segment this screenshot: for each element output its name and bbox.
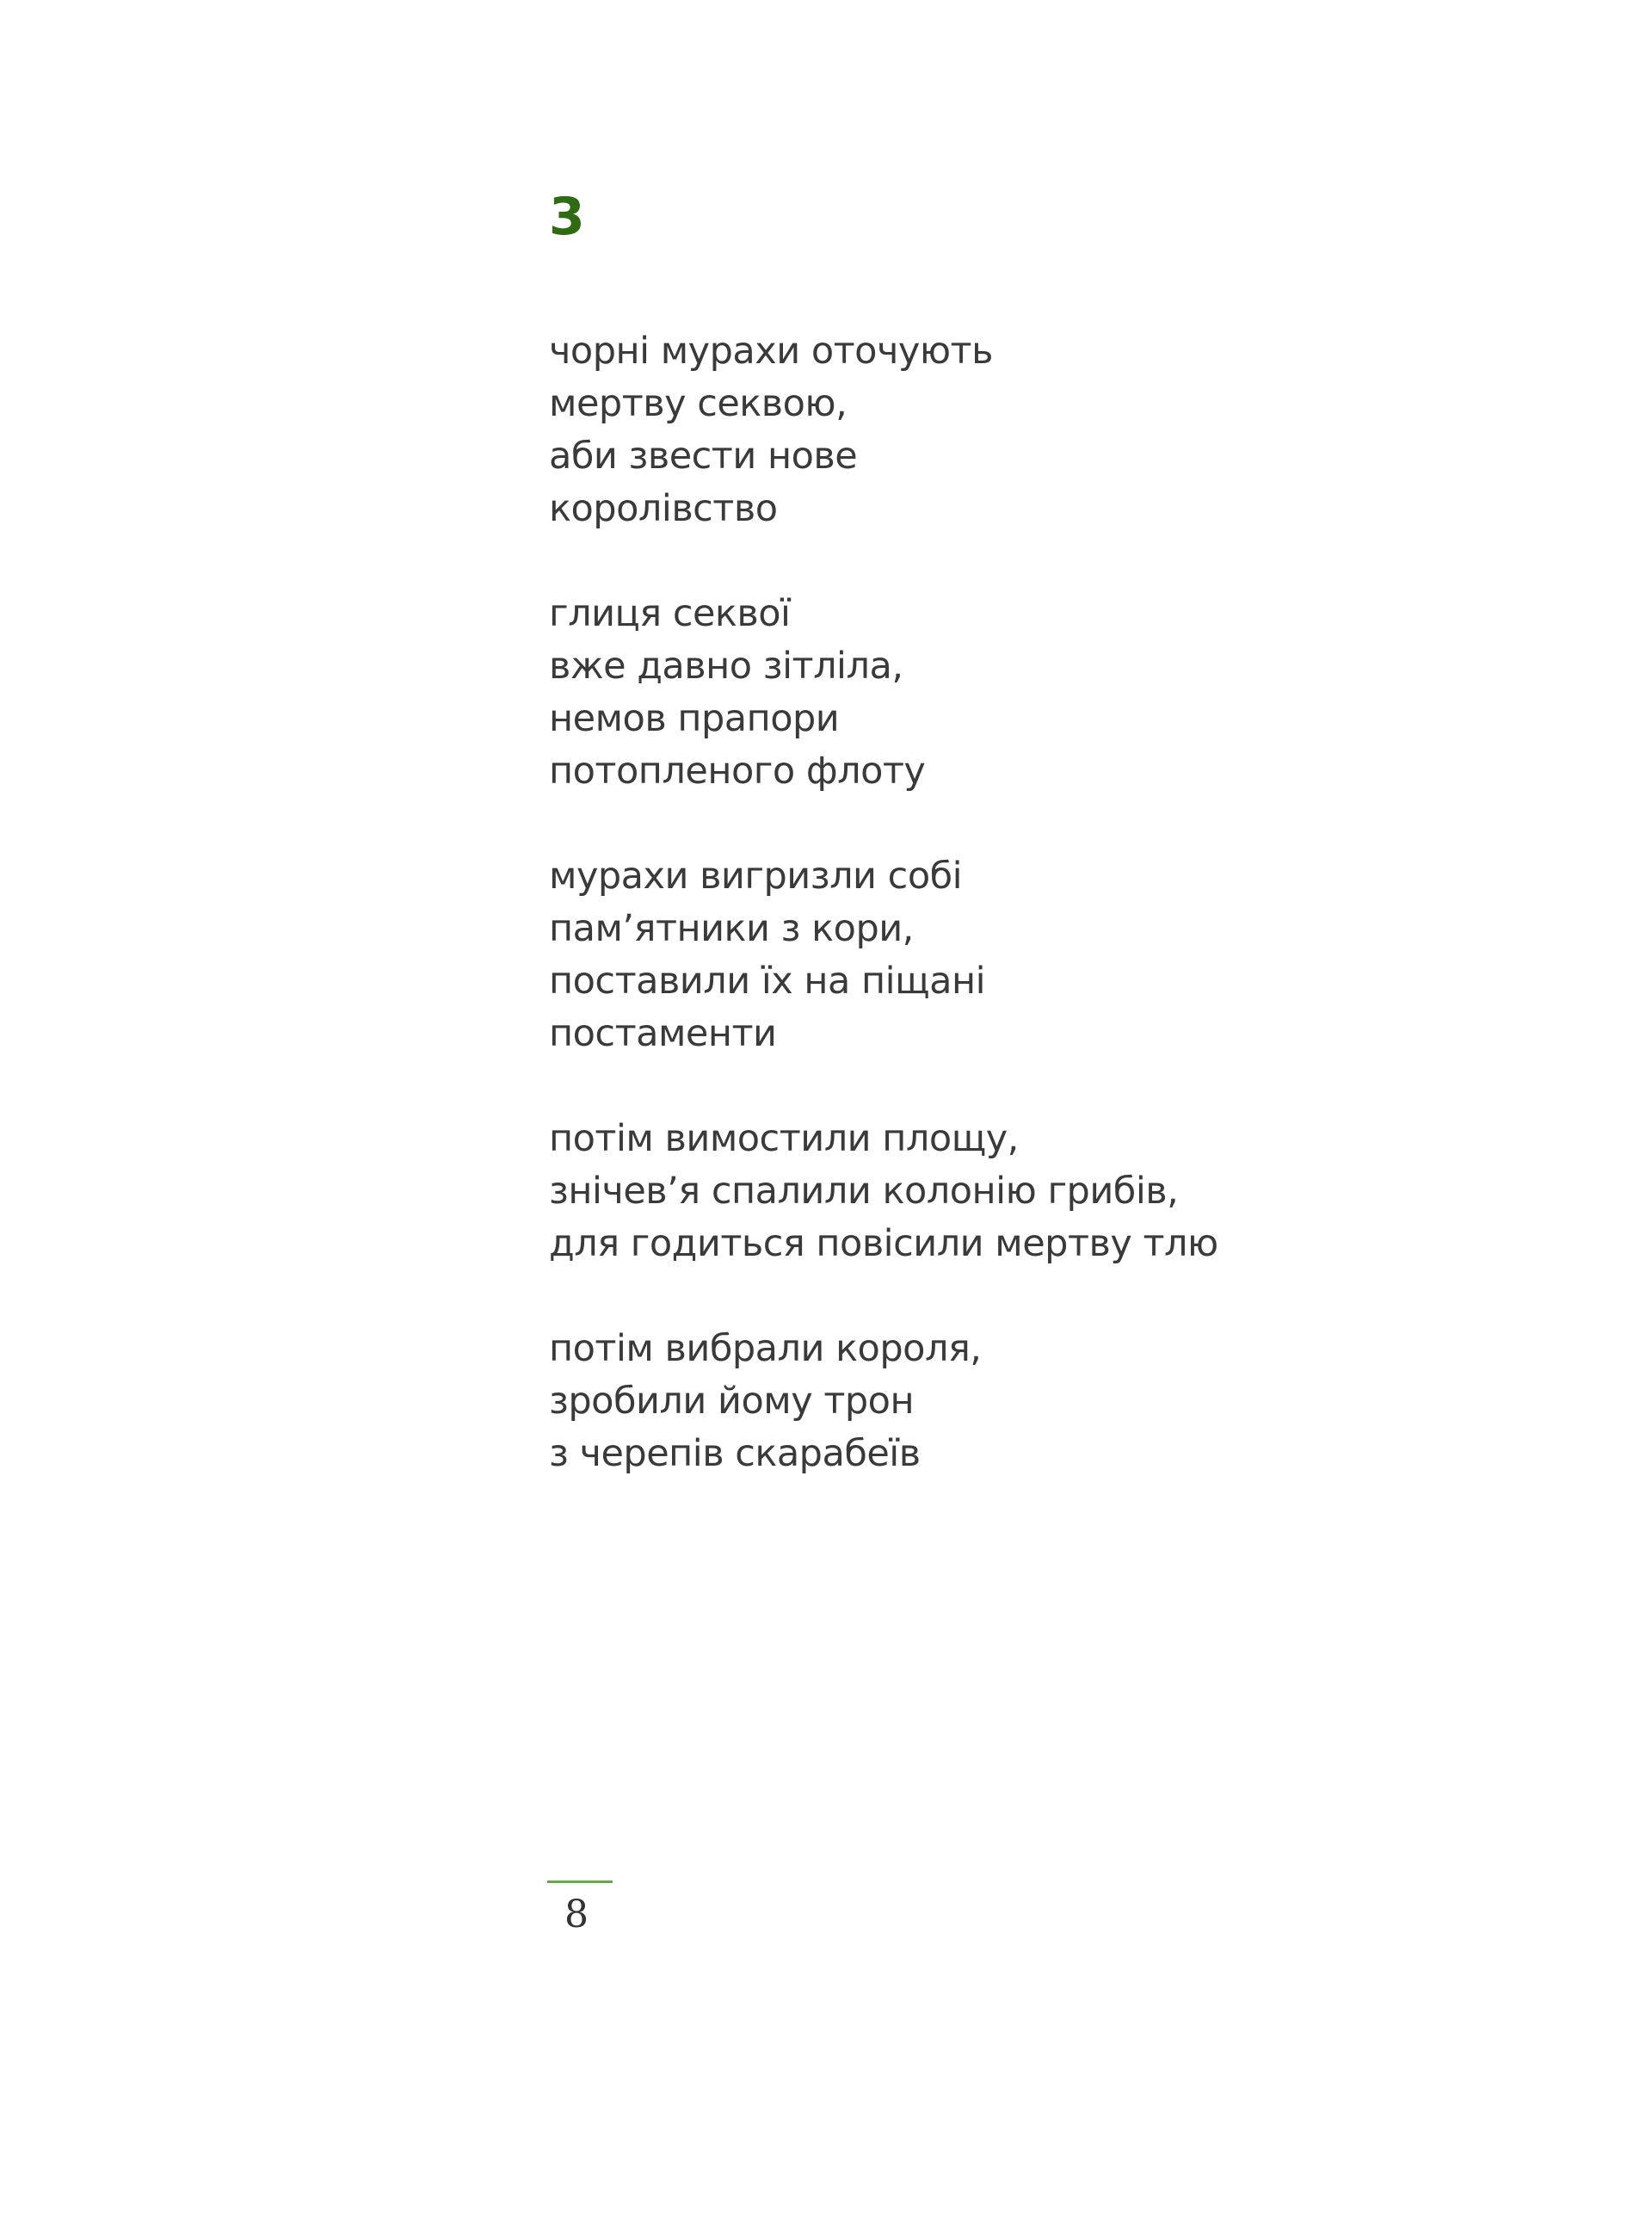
footer-rule — [547, 1880, 613, 1883]
poem-line: для годиться повісили мертву тлю — [549, 1222, 1218, 1265]
poem-line: мурахи вигризли собі — [549, 855, 963, 898]
poem-line: з черепів скарабеїв — [549, 1432, 921, 1475]
poem-line: потім вибрали короля, — [549, 1327, 982, 1370]
poem-line: королівство — [549, 487, 778, 530]
page-number: 8 — [564, 1893, 589, 1936]
poem-line: потім вимостили площу, — [549, 1117, 1019, 1160]
poem-line: пам’ятники з кори, — [549, 907, 914, 950]
poem-line: аби звести нове — [549, 435, 858, 478]
stanza-4 — [549, 1113, 1495, 1270]
poem-line: глиця секвої — [549, 592, 791, 635]
poem-line: чорні мурахи оточують — [549, 330, 993, 373]
poem-line: немов прапори — [549, 697, 840, 740]
poem-line: постаменти — [549, 1012, 777, 1055]
poem-line: знічев’я спалили колонію грибів, — [549, 1170, 1179, 1213]
poem-line: вже давно зітліла, — [549, 645, 903, 688]
stanza-3 — [549, 850, 1495, 1060]
poem-line: поставили їх на піщані — [549, 960, 986, 1003]
poem-line: мертву секвою, — [549, 382, 848, 425]
stanza-5 — [549, 1323, 1495, 1480]
poem-line: потопленого флоту — [549, 750, 926, 793]
poem-body — [549, 325, 1495, 1480]
poem-number: 3 — [549, 187, 585, 247]
stanza-1 — [549, 325, 1495, 535]
poem-line: зробили йому трон — [549, 1380, 915, 1423]
stanza-2 — [549, 588, 1495, 798]
